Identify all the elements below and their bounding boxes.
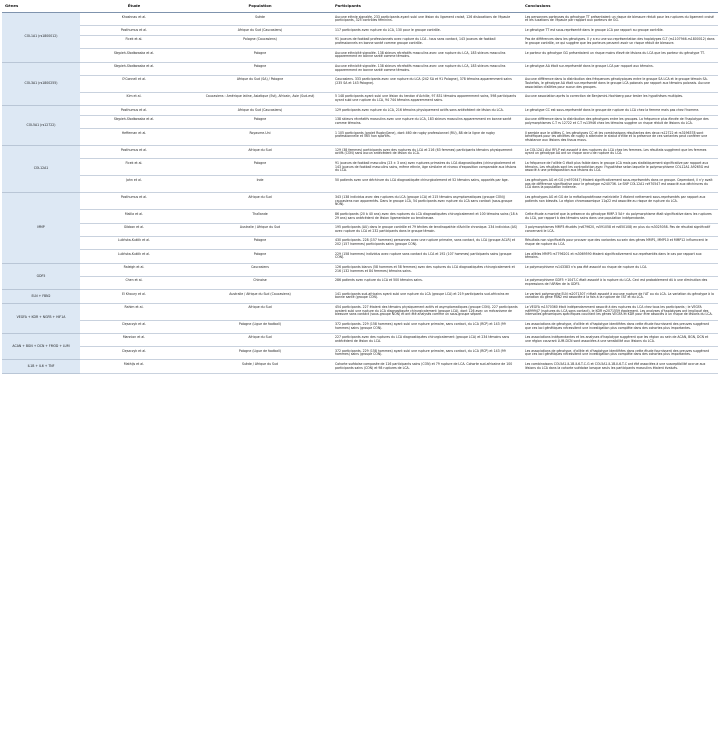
population-cell: Pologne xyxy=(188,62,332,75)
gene-cell: GDF5 xyxy=(2,263,80,290)
study-cell: Stępień-Słodkowska et al. xyxy=(80,62,188,75)
population-cell: Suède / Afrique du Sud xyxy=(188,360,332,373)
participants-cell: 1 105 participants (projet RugbyGene), dont 460 de rugby professionnel (RU), 88 de la ligne de rugby professionnelle et 565 non sportifs. xyxy=(332,129,522,146)
conclusions-cell: Les personnes porteuses du génotype TT présentaient un risque de blessure réduit pour les ruptures du ligament croisé et les luxations de l'épaule par rapport aux porteurs de GG. xyxy=(522,13,718,26)
participants-cell: 430 participants. 228 (157 hommes) personnes avec une rupture primaire, sans contact, du LCA (groupe ACLR) et 202 (157 hommes) participants sains (groupe CON). xyxy=(332,236,522,249)
participants-cell: 195 participants (AU) dans le groupe contrôle et 79 ténites de tendinopathie d'Achille chronique. 234 individus (AS) avec rupture du LCA et 232 participants dans le groupe témoin. xyxy=(332,223,522,236)
table-row xyxy=(2,75,718,92)
study-cell: Khoshnau et al. xyxy=(80,13,188,26)
conclusions-cell: Le COL12A1 AluI RFLP est associé à des ruptures du LCA chez les femmes. Les résultats suggèrent que les femmes ayant un génotype AA ont un risque accru de rupture du LCA. xyxy=(522,146,718,159)
population-cell: Afrique du Sud (SA) / Pologne xyxy=(188,75,332,92)
conclusions-cell: Cette étude a montré que la présence du génotype MMP-3 5A+ du polymorphisme était significative dans les ruptures du LCA, par rapport à des témoins sains dans une population indépendante. xyxy=(522,210,718,223)
study-cell: Rahim et al. xyxy=(80,303,188,320)
conclusions-cell: Les génotypes AG et GG (rs970547) étaient significativement sous-représentés dans ce groupe. Cependant, il n'y avait pas de différence significative pour le génotype rs240736. Le SNP COL12A1 rs970547 est associé aux déchirures du LCA dans la population indienne. xyxy=(522,176,718,193)
conclusions-cell: Les combinaisons COL5A1-IL1B-IL6-T-C-G et COL5A1-IL1B-IL6-T-C ont été associées à une susceptibilité accrue aux lésions du LCA dans la cohorte suédoise lorsque seuls les participants masculins étaient évalués. xyxy=(522,360,718,373)
header-study: Étude xyxy=(80,0,188,13)
participants-cell: 117 participants avec rupture du LCA, 130 pour le groupe contrôle. xyxy=(332,26,522,36)
conclusions-cell: Le porteur du génotype GG présentaient un risque moins élevé de lésions du LCA que les porteur du génotype TT. xyxy=(522,49,718,62)
population-cell: Caucasiens xyxy=(188,263,332,276)
study-cell: Kim et al. xyxy=(80,92,188,105)
conclusions-cell: Le génotype CC est sous-représenté dans le groupe de rupture du LCA chez la femme mais pas chez l'homme. xyxy=(522,106,718,116)
table-row xyxy=(2,176,718,193)
participants-cell: 141 participants sud-africains ayant subi une rupture du LCA (groupe LCA) et 219 participants sud-africains en bonne santé (groupe CON). xyxy=(332,290,522,303)
population-cell: Afrique du Sud xyxy=(188,193,332,210)
header-population: Population xyxy=(188,0,332,13)
participants-cell: 372 participants. 229 (158 hommes) ayant subi une rupture primaire, sans contact, du LCA (RCP) et 143 (99 hommes) sains (groupe CON). xyxy=(332,347,522,360)
table-row xyxy=(2,159,718,176)
table-row xyxy=(2,35,718,48)
participants-cell: Aucune ethnicité signalée. 138 skieurs récréatifs masculins avec une rupture du LCA, 183 skieurs masculins apparemment en bonne santé comme témoins. xyxy=(332,62,522,75)
population-cell: Pologne xyxy=(188,159,332,176)
participants-cell: 227 participants avec des ruptures du LCA diagnostiquées chirurgicalement (groupe LCA) et 234 témoins sans antécédent de lésion du LCA. xyxy=(332,333,522,346)
study-cell: Ficek et al. xyxy=(80,35,188,48)
table-body xyxy=(2,13,718,374)
table-row xyxy=(2,223,718,236)
table-row xyxy=(2,303,718,320)
population-cell: Thaïlande xyxy=(188,210,332,223)
table-row xyxy=(2,333,718,346)
participants-cell: 86 participants (20 à 40 ans) avec des ruptures du LCA diagnostiquées chirurgicalement et 100 témoins sains (18 à 29 ans) sans antécédent de lésion ligamentaire ou tendineuse. xyxy=(332,210,522,223)
conclusions-cell: Les associations de génotype, d'allèle et d'haplotype identifiées dans cette étude fournissent des preuves suggérant que ces loci génétiques nécessitent une investigation plus complète dans des cohortes plus importantes. xyxy=(522,320,718,333)
table-row xyxy=(2,26,718,36)
table-row xyxy=(2,236,718,249)
population-cell: Afrique du Sud xyxy=(188,303,332,320)
population-cell: Inde xyxy=(188,176,332,193)
table-row xyxy=(2,49,718,62)
participants-cell: 129 participants avec rupture du LCA, 216 témoins physiquement actifs sans antécédent de lésion du LCA. xyxy=(332,106,522,116)
population-cell: Afrique du Sud (Caucasiens) xyxy=(188,26,332,36)
table-row xyxy=(2,276,718,289)
population-cell: Pologne (Ligue de football) xyxy=(188,347,332,360)
table-row xyxy=(2,115,718,128)
study-cell: Posthumus et al. xyxy=(80,26,188,36)
gene-cell: VEGFA + KDR + NGFB + HIF1A xyxy=(2,303,80,333)
genetics-table xyxy=(2,0,718,374)
conclusions-cell: Les associations indépendantes et les analyses d'haplotype suggèrent que les région au sein de ACAN, BGN, DCN et une région couvrant LUM-DCN sont associées à une sensibilité aux lésions du LCA. xyxy=(522,333,718,346)
study-cell: Posthumus et al. xyxy=(80,106,188,116)
table-row xyxy=(2,13,718,26)
study-cell: Posthumus et al. xyxy=(80,146,188,159)
conclusions-cell: 3 polymorphismes MMP3 étudiés (rs679620, rs591058 et rs650108) en plus du rs3025058. Pas de résultat significatif concernant le LCA. xyxy=(522,223,718,236)
study-cell: Mathijs et al. xyxy=(80,360,188,373)
table-row xyxy=(2,347,718,360)
conclusions-cell: Les associations de génotype, d'allèle et d'haplotype identifiées dans cette étude fournissent des preuves suggérant que ces loci génétiques nécessitent une investigation plus complète dans des cohortes plus importantes. xyxy=(522,347,718,360)
table-row xyxy=(2,250,718,263)
conclusions-cell: Les allèles MMP3 rs7796201 et rs3069590 étaient significativement sur-représentés dans le cas par rapport aux témoins. xyxy=(522,250,718,263)
conclusions-cell: Pas de différences dans les génotypes. Il y a eu une sur-représentation des haplotypes G-T (rs1107946-rs1800012) dans le groupe contrôle, ce qui suggère que les porteurs peuvent avoir un risque réduit de blessure. xyxy=(522,35,718,48)
study-cell: Stępień-Słodkowska et al. xyxy=(80,115,188,128)
participants-cell: 343 (138 individus avec des ruptures du LCA (groupe LCA) et 215 témoins asymptomatiques (groupe CON)) caucasiens non apparentés. Dans le groupe LCA, 54 participants avec rupture du LCA sans contact (sous-groupe NON). xyxy=(332,193,522,210)
participants-cell: 126 participants blancs (58 hommes et 58 femmes) avec des ruptures du LCA diagnostiquées chirurgicalement et 216 (132 hommes et 84 femmes) témoins sains. xyxy=(332,263,522,276)
population-cell: Caucasiens : Amérique latine, Asiatique (Est), Africain, Asie (Sud-est) xyxy=(188,92,332,105)
population-cell: Pologne xyxy=(188,236,332,249)
header-gene: Gènes xyxy=(2,0,80,13)
conclusions-cell: Aucune association après la correction de Benjamini-Hochberg pour tester les hypothèses multiples. xyxy=(522,92,718,105)
study-cell: Posthumus et al. xyxy=(80,193,188,210)
participants-cell: 138 skieurs récréatifs masculins avec une rupture du LCA, 183 skieurs masculins apparemment en bonne santé comme témoins. xyxy=(332,115,522,128)
study-cell: Malila et al. xyxy=(80,210,188,223)
study-cell: El Khoury et al. xyxy=(80,290,188,303)
table-row xyxy=(2,92,718,105)
gene-cell: COL5A1 (rs12722) xyxy=(2,106,80,146)
conclusions-cell: Le génotype TT est sous-représenté dans le groupe LCA par rapport au groupe contrôle. xyxy=(522,26,718,36)
population-cell: Royaume-Uni xyxy=(188,129,332,146)
conclusions-cell: Le polymorphisme GDF5 +104T-C était associé à la rupture du LCA. Ceci est probablement dû à une diminution des expressions de l'ARNm de la GDF5. xyxy=(522,276,718,289)
participants-cell: 5 148 participants ayant subi une lésion du tendon d'Achille, 97 831 témoins apparemment sains, 598 participants ayant subi une rupture du LCA, 94 744 témoins apparemment sains. xyxy=(332,92,522,105)
population-cell: Pologne (Ligue de football) xyxy=(188,320,332,333)
study-cell: Lulińska-Kuklik et al. xyxy=(80,250,188,263)
table-row xyxy=(2,146,718,159)
conclusions-cell: Aucune différence dans la distribution des fréquences génotypiques entre le groupe SA LCA et le groupe témoin SA. Toutefois, le génotype AA était sur-représenté dans le groupe LCA polonais par rapport aux témoins polonais. Aucune association d'allèles pour aucun des groupes. xyxy=(522,75,718,92)
participants-cell: 286 patients avec rupture du LCA et 500 témoins sains. xyxy=(332,276,522,289)
conclusions-cell: Le VEGFA rs1570360 était indépendamment associé à des ruptures du LCA chez tous les participants ; le VEGFA rs699947 (ruptures du LCA sans contact), le KDR rs2071559 également. Les analyses d'haplotypes ont impliqué des intervalles génomiques spécifiques couvrant les gènes VEGFA et KDR pour être associés à un risque de lésions du LCA. xyxy=(522,303,718,320)
participants-cell: Cohorte suédoise composée de 116 participants sains (CON) et 79 rupture de LCA. Cohorte sud-africaine de 100 participants sains (CON) et 98 ruptures de LCA. xyxy=(332,360,522,373)
table-row xyxy=(2,129,718,146)
study-cell: Chen et al. xyxy=(80,276,188,289)
population-cell: Pologne xyxy=(188,115,332,128)
conclusions-cell: Les génotypes AG et GG de la métalloprotéinase matricielle 3 étaient nettement sous-représentés par rapport aux patients non blessés. La région chromosomique 11q22 est associée au risque de rupture du LCA. xyxy=(522,193,718,210)
study-cell: Heffernan et al. xyxy=(80,129,188,146)
gene-cell: MMP xyxy=(2,193,80,263)
gene-cell: IL1B + IL6 + TNF xyxy=(2,360,80,373)
participants-cell: 229 (158 hommes) individus avec rupture sans contact du LCA et 192 (107 hommes) participants sains (groupe CON). xyxy=(332,250,522,263)
conclusions-cell: Le polymorphisme rs143383 n'a pas été associé au risque de rupture du LCA. xyxy=(522,263,718,276)
participants-cell: Aucune ethnie signalée. 233 participants ayant subi une lésion du ligament croisé, 126 dislocations de l'épaule participants, 325 contrôles féminins. xyxy=(332,13,522,26)
table-row xyxy=(2,320,718,333)
participants-cell: 50 patients avec une déchirure du LCA diagnostiquée chirurgicalement et 52 témoins sains, appariés par âge. xyxy=(332,176,522,193)
table-row xyxy=(2,62,718,75)
population-cell: Pologne (Caucasiens) xyxy=(188,35,332,48)
population-cell: Suède xyxy=(188,13,332,26)
population-cell: Pologne xyxy=(188,49,332,62)
study-cell: O'Connell et al. xyxy=(80,75,188,92)
population-cell: Chinoise xyxy=(188,276,332,289)
table-row xyxy=(2,360,718,373)
study-cell: Gibbon et al. xyxy=(80,223,188,236)
conclusions-cell: La fréquence de l'allèle G était plus faible dans le groupe LCA mais pas statistiquement significative par rapport aux témoins. Les résultats sont les contradiction avec l'hypothèse selon laquelle le polymorphisme COL12A1 A9265G est associé à une prédisposition aux lésions du LCA. xyxy=(522,159,718,176)
population-cell: Pologne xyxy=(188,250,332,263)
population-cell: Afrique du Sud (Caucasiens) xyxy=(188,106,332,116)
gene-cell: ACAN + BGN + DCN + FMOD + LUM xyxy=(2,333,80,360)
table-row xyxy=(2,290,718,303)
participants-cell: Caucasiens. 333 participants avec une rupture du LCA (242 SA et 91 Pologne), 378 témoins apparemment sains (235 SA et 143 Pologne). xyxy=(332,75,522,92)
study-cell: John et al. xyxy=(80,176,188,193)
conclusions-cell: Résultats non significatifs pour prouver que des variantes au sein des gènes MMP1, MMP10 et MMP12 influencent le risque de rupture du LCA. xyxy=(522,236,718,249)
table-row xyxy=(2,193,718,210)
conclusions-cell: Le variant polymorphe ELN rs2071307 n'était associé à aucune rupture de l'AT ou du LCA. La variation du génotype à la variation du gène FBN2 est associée à la fois à la rupture de l'AT et du LCA. xyxy=(522,290,718,303)
study-cell: Mannion et al. xyxy=(80,333,188,346)
participants-cell: 372 participants. 229 (158 hommes) ayant subi une rupture primaire, sans contact, du LCA (RCP) et 143 (99 hommes) sains (groupe CON). xyxy=(332,320,522,333)
table-header-row xyxy=(2,0,718,13)
participants-cell: 91 joueurs de football masculins (23 ± 3 ans) avec ruptures primaires du LCA diagnostiquées (chirurgicalement et 143 joueurs de football masculins sains, même ethnie, âge similaire et niveau d'exposition comparable aux lésions du LCA. xyxy=(332,159,522,176)
gene-cell: COL1A1 (rs1800012) xyxy=(2,13,80,63)
participants-cell: Aucune ethnicité signalée. 138 skieurs récréatifs masculins avec une rupture du LCA, 183 skieurs masculins apparemment en bonne santé comme témoins. xyxy=(332,49,522,62)
conclusions-cell: Le génotype AA était sur-représenté dans le groupe LCA par rapport aux témoins. xyxy=(522,62,718,75)
table-row xyxy=(2,263,718,276)
conclusions-cell: Aucune différence dans la distribution des génotypes entre les groupes. La fréquence plus élevée de l'haplotype des polymorphismes C-T rs 12722 et C-T rs13946 chez les témoins suggère un risque réduit de lésions du LCA. xyxy=(522,115,718,128)
population-cell: Afrique du Sud xyxy=(188,333,332,346)
header-conclusions: Conclusions xyxy=(522,0,718,13)
gene-cell: ELN + FBN2 xyxy=(2,290,80,303)
population-cell: Australie / Afrique du Sud (Caucasiens) xyxy=(188,290,332,303)
study-cell: Cięszczyk et al. xyxy=(80,347,188,360)
header-participants: Participants xyxy=(332,0,522,13)
study-cell: Lulińska-Kuklik et al. xyxy=(80,236,188,249)
table-row xyxy=(2,106,718,116)
table-row xyxy=(2,210,718,223)
conclusions-cell: Il semble que le allèles C, les génotypes CC et les combinaisons résultantes des deux rs12722 et rs3196378 sont bénéfiques pour les athlètes de rugby à atteindre le statut d'élite et la présence de ces variantes peut conférer une résistance aux lésions des tissus mous. xyxy=(522,129,718,146)
study-cell: Stępień-Słodkowska et al. xyxy=(80,49,188,62)
population-cell: Afrique du Sud xyxy=(188,146,332,159)
participants-cell: 91 joueurs de football professionnels avec rupture du LCA - tous sans contact, 143 joueurs de football professionnels en bonne santé comme groupe contrôle. xyxy=(332,35,522,48)
study-cell: Raleigh et al. xyxy=(80,263,188,276)
participants-cell: 454 participants. 227 étaient des témoins physiquement actifs et asymptomatiques (groupe CON). 227 participants avaient subi une rupture du LCA diagnostiquée chirurgicalement (groupe LCA), dont 126 avec un mécanisme de blessure sans contact (sous-groupe NON) et ont été analysés comme un sous-groupe séparé. xyxy=(332,303,522,320)
study-cell: Ficek et al. xyxy=(80,159,188,176)
gene-cell: COL12A1 xyxy=(2,146,80,193)
participants-cell: 129 (38 femmes) participants avec des ruptures du LCA et 216 (63 femmes) participants témoins physiquement actifs (CON) sans aucun antécédent de lésion du LCA. xyxy=(332,146,522,159)
population-cell: Australie / Afrique du Sud xyxy=(188,223,332,236)
gene-cell: COL3A1 (rs1800255) xyxy=(2,62,80,106)
study-cell: Cięszczyk et al. xyxy=(80,320,188,333)
